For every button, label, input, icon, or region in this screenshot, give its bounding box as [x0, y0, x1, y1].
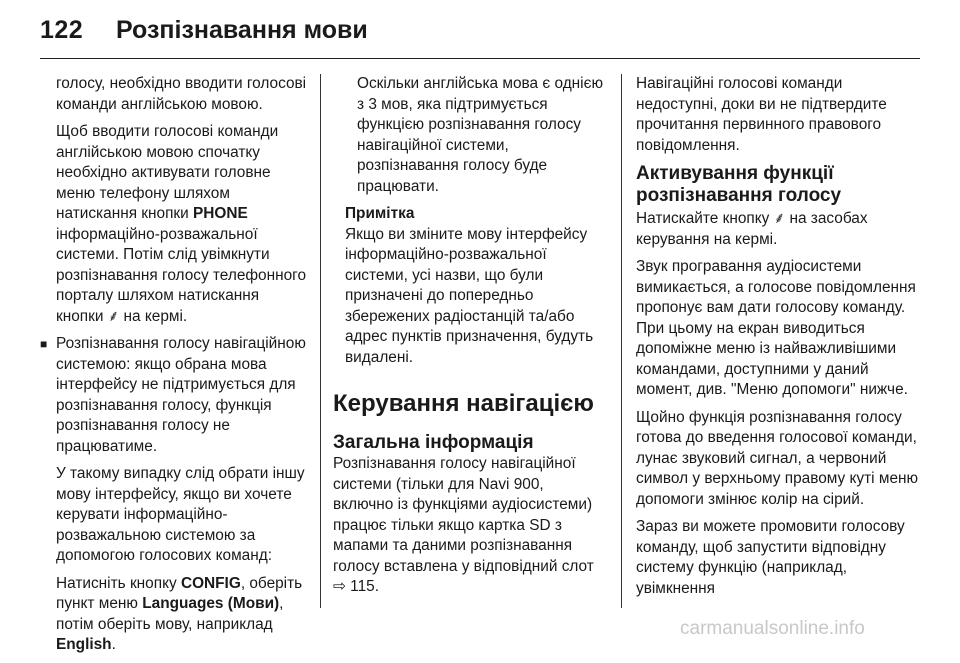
column-1: [40, 74, 308, 663]
col1-paragraph-1: голосу, необхідно вводити голосові команди англійською мовою.: [56, 75, 307, 113]
col3-paragraph-1: Навігаційні голосові команди недоступні, доки ви не підтвердите прочитання первинного правового повідомлення.: [636, 75, 887, 154]
col1-bullet-text: Розпізнавання голосу навігаційною системою: якщо обрана мова інтерфейсу не підтримується для розпізнавання голосу, функція розпізнавання голосу не працюватиме.: [56, 335, 306, 455]
bullet-square-icon: ■: [40, 337, 48, 351]
col1-p2-text: Щоб вводити голосові команди англійською мовою спочатку необхідно активувати головне меню телефону шляхом натискання кнопки: [56, 123, 279, 222]
col1-paragraph-2: [40, 122, 308, 327]
subsection-heading-activate-voice: Активування функції розпізнавання голосу: [636, 163, 842, 206]
col2-p2-text: Розпізнавання голосу навігаційної системи (тільки для Navi 900, включно із функціями аудіосистеми) працює тільки якщо картка SD з мапами та даними розпізнавання голосу вставлена у відповідний слот: [333, 455, 594, 575]
subsection-heading-general-info: Загальна інформація: [333, 432, 534, 453]
page-reference-arrow-icon: ⇨: [333, 578, 346, 595]
column-3: [636, 74, 926, 606]
col1-p2-text3: на кермі.: [119, 307, 188, 325]
col3-paragraph-2: [636, 209, 926, 250]
column-divider-2: [621, 74, 622, 608]
col3-paragraph-4: Щойно функція розпізнавання голосу готова до введення голосової команди, лунає звуковий сигнал, а червоний символ у верхньому правому куті меню допомоги змінює колір на сірий.: [636, 408, 919, 508]
col2-paragraph-1: Оскільки англійська мова є однією з 3 мов, яка підтримується функцією розпізнавання голосу навігаційної системи, розпізнавання голосу буде працювати.: [357, 75, 604, 195]
column-2: [333, 74, 605, 605]
section-heading-navigation-control: Керування навігацією: [333, 390, 594, 417]
col1-paragraph-4: [40, 574, 308, 656]
col3-p2-text2: на засобах керування на кермі.: [636, 210, 868, 248]
header-divider: [40, 58, 920, 59]
col3-p2-text: Натискайте кнопку: [636, 210, 774, 227]
page-reference-number: 115.: [345, 578, 379, 595]
col1-p4-text3: , потім оберіть мову, наприклад: [56, 595, 284, 633]
page-header: [40, 14, 920, 54]
voice-control-icon: ⸙: [107, 307, 120, 325]
voice-control-icon: ⸙: [773, 210, 786, 227]
col3-paragraph-3: Звук програвання аудіосистеми вимикається, а голосове повідомлення пропонує вам дати голосову команду. При цьому на екран виводиться допоміжне меню із найважливішими командами, доступними у даний момент, див. "Меню допомоги" нижче.: [636, 258, 916, 398]
column-divider-1: [320, 74, 321, 608]
col3-paragraph-5: Зараз ви можете промовити голосову команду, щоб запустити відповідну систему функцію (наприклад, увімкнення: [636, 518, 905, 597]
page-title: Розпізнавання мови: [116, 16, 368, 44]
col1-paragraph-3: У такому випадку слід обрати іншу мову інтерфейсу, якщо ви хочете керувати інформаційно-розважальною системою за допомогою голосових команд:: [56, 465, 305, 564]
col1-p4-text2: , оберіть пункт меню: [56, 574, 303, 612]
phone-button-label: PHONE: [193, 205, 248, 222]
english-option-label: English: [56, 636, 112, 653]
col2-paragraph-2: [333, 454, 605, 598]
page-number: 122: [40, 16, 84, 44]
col1-p4-text: Натисніть кнопку: [56, 574, 181, 592]
languages-menu-label: Languages (Мови): [142, 595, 280, 612]
note-text: Якщо ви зміните мову інтерфейсу інформаційно-розважальної системи, усі назви, що були призначені до попередньо збережених радіостанцій та/або адрес пунктів призначення, будуть видалені.: [345, 225, 594, 366]
watermark-text: carmanualsonline.info: [680, 618, 865, 639]
col1-p4-text4: .: [111, 636, 116, 653]
col1-p2-text2: інформаційно-розважальної системи. Потім слід увімкнути розпізнавання голосу телефонного порталу шляхом натискання кнопки: [56, 225, 306, 325]
col1-bullet-item: [40, 334, 308, 457]
config-button-label: CONFIG: [180, 574, 241, 592]
note-label: Примітка: [345, 205, 415, 222]
